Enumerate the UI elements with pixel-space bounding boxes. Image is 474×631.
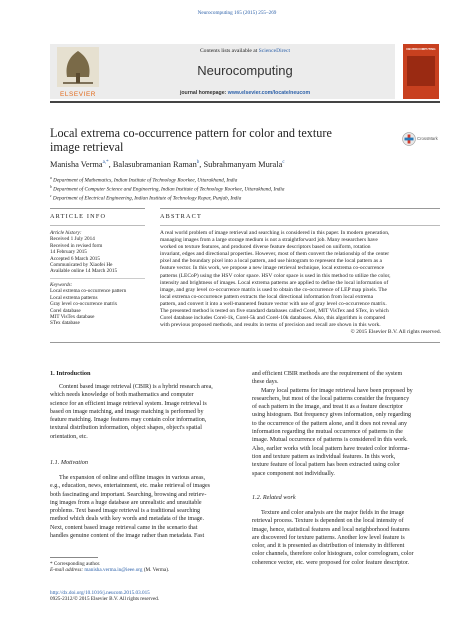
body-line: Texture and color analysis are the major fields in the image (261, 510, 405, 516)
keyword-item: MIT VisTex database (50, 314, 95, 321)
abstract-line: patterns (LECoP) using the HSV color space. HSV color space is used in this method to utilize the color, (160, 272, 391, 279)
subsection-1-1-heading: 1.1. Motivation (50, 459, 88, 466)
issn-line: 0925-2312/© 2015 Elsevier B.V. All rights reserved. (50, 596, 160, 603)
body-line: color channels, therefore color histogram, color correlogram, color (252, 551, 414, 558)
history-line: Communicated by Xiaofei He (50, 262, 113, 269)
email-line (50, 567, 240, 573)
copyright-line: © 2015 Elsevier B.V. All rights reserved. (350, 329, 441, 336)
intro-paragraph-1 (50, 383, 238, 441)
body-line: these days. (252, 379, 279, 386)
email-label: E-mail address: (50, 567, 84, 574)
body-line: Content based image retrieval (CBIR) is a hybrid research area, (59, 384, 213, 390)
abstract-line: with previous proposed methods, and results in terms of precision and recall are shown in this work. (160, 322, 381, 329)
affiliations (50, 175, 440, 202)
affiliation-text: Department of Mathematics, Indian Institute of Technology Roorkee, Uttarakhand, India (53, 177, 238, 184)
abstract-line: Corel database includes Corel-1k, Corel-5k and Corel-10k databases. Also, this algorithm is compared (160, 315, 386, 322)
body-line: texture feature of local pattern has been extracted using color (252, 462, 400, 469)
homepage-url[interactable]: www.elsevier.com/locate/neucom (227, 90, 311, 96)
crossmark-icon (402, 132, 416, 146)
abstract-line: local extrema co-occurrence pattern extracts the local directional information from local extrema (160, 293, 374, 300)
affiliation-text: Department of Electrical Engineering, Indian Institute of Technology Ropar, Punjab, India (52, 196, 242, 203)
email-link[interactable]: manisha.verma.in@ieee.org (84, 567, 143, 574)
abstract-line: image, and gray level co-occurrence matrix is used to obtain the co-occurrence of LEP map pixels. The (160, 286, 387, 293)
crossmark-label: CrossMark (417, 136, 438, 141)
history-line: Available online 14 March 2015 (50, 268, 118, 275)
article-info-top-rule (50, 208, 145, 209)
body-line: information regarding the mutual occurrence of patterns in the (252, 429, 403, 436)
abstract-line: intensity and brightness of images. Local extrema patterns are applied to define the local information of (160, 279, 389, 286)
body-line: handles genuine content of the image rather than metadata. Fast (50, 533, 205, 540)
author-name: Balasubramanian Raman (112, 160, 197, 169)
abstract-heading: ABSTRACT (160, 213, 202, 220)
keyword-item: Local extrema co-occurrence pattern (50, 288, 127, 295)
crossmark-badge[interactable] (402, 132, 442, 150)
right-column-paragraph-1 (252, 370, 441, 478)
doi-link[interactable]: http://dx.doi.org/10.1016/j.neucom.2015.03.015 (50, 590, 150, 596)
author-name: Manisha Verma (50, 160, 103, 169)
article-info-heading: ARTICLE INFO (50, 213, 107, 220)
body-line: e.g., education, news, entertainment, etc. make retrieval of images (50, 483, 211, 490)
history-line: Received 1 July 2014 (50, 236, 95, 243)
article-history (50, 230, 155, 275)
affiliation-line (50, 184, 440, 193)
body-line: which needs knowledge of both mathematics and computer (50, 392, 194, 399)
body-line: Many local patterns for image retrieval have been proposed by (261, 387, 413, 394)
keywords-rule (50, 278, 145, 279)
sciencedirect-link[interactable]: ScienceDirect (258, 48, 291, 54)
abstract-line: The presented method is tested on five standard databases called Corel, MIT VisTex and STex, in which (160, 308, 389, 315)
affiliation-text: Department of Computer Science and Engineering, Indian Institute of Technology Roorkee, Uttarakhand, India (53, 186, 285, 193)
body-line: using histogram. But frequency gives information, only regarding (252, 412, 412, 419)
abstract-rule (160, 225, 440, 226)
journal-reference[interactable]: Neurocomputing 165 (2015) 255–269 (197, 10, 277, 16)
motivation-paragraph (50, 474, 238, 540)
history-line: Accepted 6 March 2015 (50, 255, 100, 262)
affiliation-mark: a (50, 176, 52, 180)
body-line: The expansion of online and offline images in various areas, (59, 475, 205, 481)
abstract-line: feature vector. In this work, we propose a new image retrieval technique, local extrema co-occurrence (160, 265, 385, 272)
title-line-2: image retrieval (50, 140, 124, 154)
author-affiliation-mark[interactable]: c (282, 160, 285, 166)
body-line: image. Mutual occurrence of patterns is considered in this work. (252, 437, 408, 444)
keywords (50, 282, 155, 327)
body-line: and efficient CBIR methods are the requirement of the system (252, 371, 403, 377)
affiliation-mark: b (50, 185, 52, 190)
abstract-line: pattern, and convert it into a well-mannered feature vector with use of gray level co-occurrence matrix. (160, 300, 387, 307)
abstract-line: pixel and the boundary pixel into a local pattern, and use histogram to represent the local pattern as a (160, 258, 382, 265)
body-line: feature matching. Image features may contain color information, (50, 417, 207, 424)
corresponding-author-note: * Corresponding author. (50, 561, 101, 567)
contents-prefix: Contents lists available at (199, 48, 258, 54)
elsevier-wordmark: ELSEVIER (59, 91, 97, 98)
article-title (50, 126, 332, 154)
author-name: Subrahmanyam Murala (203, 160, 283, 169)
homepage-line (110, 90, 380, 96)
body-line: are discovered for texture patterns. Another low level feature is (252, 534, 405, 541)
contents-line (110, 48, 380, 55)
author-affiliation-mark[interactable]: a,* (102, 160, 109, 166)
body-line: textural distribution information, object shapes, object's spatial (50, 425, 202, 432)
doi-block (50, 590, 270, 603)
affiliation-mark: c (50, 194, 52, 199)
body-line: retrieval process. Texture is dependent on the local intensity of (252, 518, 404, 525)
body-line: method which deals with key words and metadata of the image. (50, 516, 204, 523)
homepage-prefix: journal homepage: (179, 90, 227, 96)
body-line: based on image matching, and image matching is performed by (50, 408, 204, 415)
cover-artwork (407, 56, 435, 86)
journal-name: Neurocomputing (197, 63, 293, 78)
abstract-line: A real world problem of image retrieval and searching is considered in this paper. In modern generation, (160, 230, 390, 236)
abstract-body (160, 230, 441, 336)
footnote-rule (50, 557, 98, 558)
title-line-1: Local extrema co-occurrence pattern for color and texture (50, 126, 332, 140)
body-line: Also, earlier works with local pattern have treated color informa- (252, 445, 410, 452)
body-line: of each pattern in the image, and treat it as a feature descriptor (252, 404, 403, 411)
body-line: science for an efficient image retrieval system. Image retrieval is (50, 400, 207, 407)
affiliation-line (50, 175, 440, 184)
article-info-rule (50, 225, 145, 226)
history-line: 14 February 2015 (50, 249, 87, 256)
body-line: space component not individually. (252, 470, 335, 477)
body-line: image, hence, statistical features and local neighborhood features (252, 526, 410, 533)
body-line: problems. Text based image retrieval is a traditional searching (50, 508, 201, 515)
keyword-item: Corel database (50, 307, 81, 314)
abstract-bottom-rule (50, 342, 440, 343)
body-line: tion and texture pattern as individual features. In this work, (252, 453, 396, 460)
body-line: researchers, but most of the local patterns consider the frequency (252, 395, 410, 402)
keyword-item: Local extrema patterns (50, 294, 98, 301)
cover-title: NEUROCOMPUTING (406, 47, 436, 51)
body-line: ing images from a huge database are unrealistic and unsuitable (50, 499, 202, 506)
email-suffix: (M. Verma). (143, 567, 170, 574)
footnotes (50, 561, 240, 574)
subsection-1-2-heading: 1.2. Related work (252, 494, 296, 501)
history-line: Received in revised form (50, 242, 103, 249)
abstract-top-rule (160, 208, 440, 209)
body-line: coherence vector, etc. were proposed for color feature descriptor. (252, 559, 410, 566)
abstract-line: managing images from a large storage medium is not a straightforward job. Many researchers have (160, 237, 378, 244)
keyword-item: Gray level co-occurrence matrix (50, 301, 118, 308)
body-line: color, and it is presented as distribution of intensity in different (252, 543, 405, 550)
keyword-item: STex database (50, 320, 80, 327)
body-line: to the occurrence of the pattern alone, and it does not reveal any (252, 420, 407, 427)
elsevier-logo (57, 47, 99, 98)
article-history-label: Article history: (50, 230, 82, 236)
body-line: Next, content based image retrieval came in the scenario that (50, 524, 198, 531)
related-work-paragraph (252, 509, 441, 567)
abstract-line: worked on texture features, and produced diverse feature descriptors based on uniform, rotation (160, 244, 371, 251)
author-affiliation-mark[interactable]: b (196, 160, 200, 166)
body-line: both fascinating and important. Searching, browsing and retriev- (50, 491, 207, 498)
author-separator: , (108, 160, 113, 169)
body-line: orientation, etc. (50, 433, 88, 440)
journal-cover-image[interactable] (403, 44, 439, 99)
keywords-label: Keywords: (50, 282, 73, 288)
section-1-heading: 1. Introduction (50, 370, 91, 377)
affiliation-line (50, 193, 440, 202)
abstract-line: invariant, edges and directional properties. However, most of them convert the relationship of the center (160, 251, 390, 258)
header-rule (50, 101, 440, 103)
author-list (50, 160, 285, 169)
author-separator: , (199, 160, 204, 169)
